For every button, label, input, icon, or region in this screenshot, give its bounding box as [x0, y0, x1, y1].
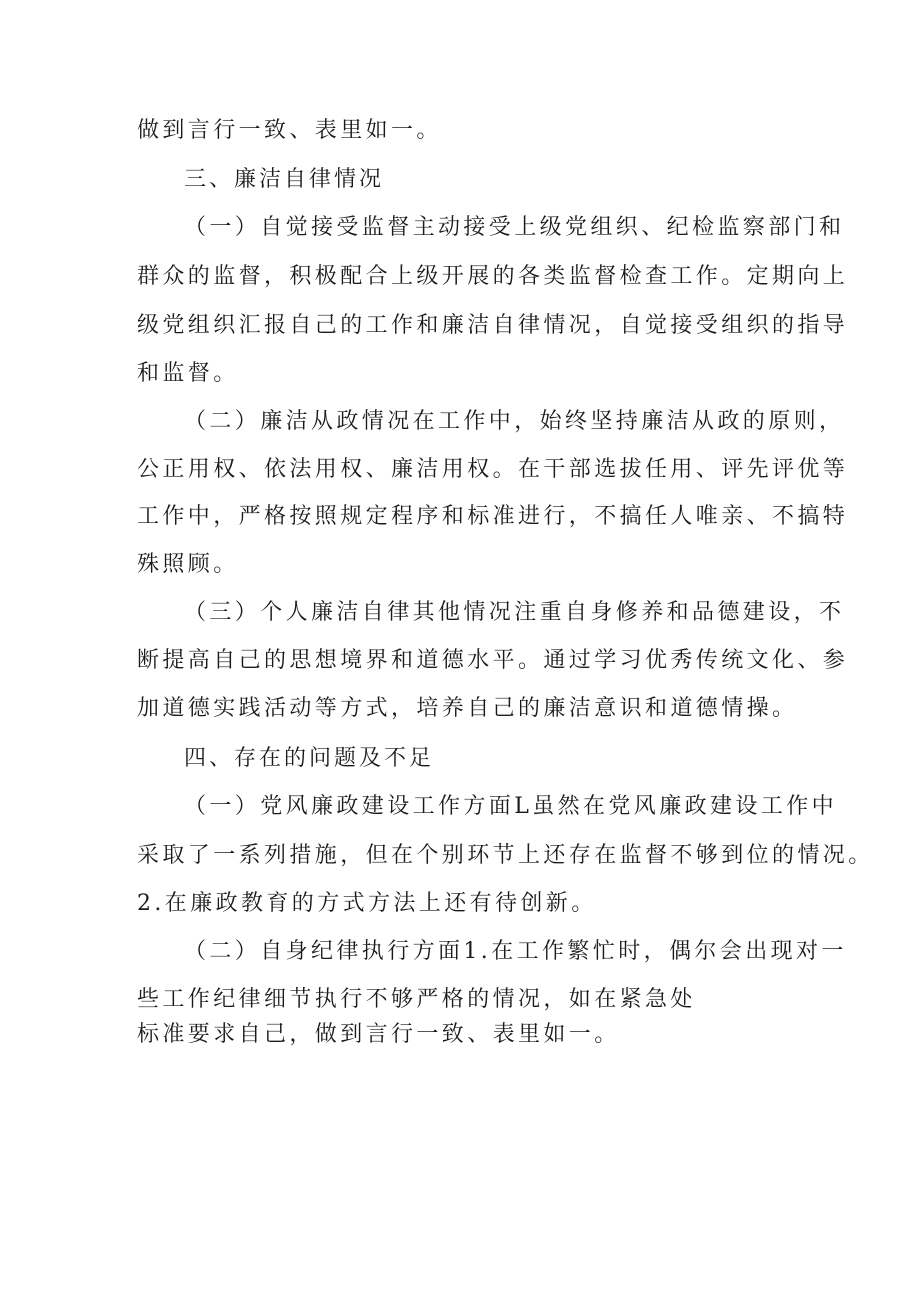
- paragraph-line: 公正用权、依法用权、廉洁用权。在干部选拔任用、评先评优等: [137, 457, 849, 482]
- paragraph-line: 加道德实践活动等方式，培养自己的廉洁意识和道德情操。: [137, 696, 798, 721]
- section-heading: 三、廉洁自律情况: [184, 167, 385, 192]
- paragraph-line: 群众的监督，积极配合上级开展的各类监督检查工作。定期向上: [137, 264, 849, 289]
- paragraph-line: 些工作纪律细节执行不够严格的情况，如在紧急处: [137, 987, 696, 1012]
- paragraph-line: 工作中，严格按照规定程序和标准进行，不搞任人唯亲、不搞特: [137, 504, 849, 529]
- paragraph-line: 采取了一系列措施，但在个别环节上还存在监督不够到位的情况。: [137, 843, 874, 868]
- paragraph-line: （一）自觉接受监督主动接受上级党组织、纪检监察部门和: [184, 215, 845, 240]
- text-line: 做到言行一致、表里如一。: [137, 118, 442, 143]
- paragraph-line: 2.在廉政教育的方式方法上还有待创新。: [137, 891, 597, 916]
- paragraph-line: （三）个人廉洁自律其他情况注重自身修养和品德建设，不: [184, 600, 845, 625]
- paragraph-line: （二）自身纪律执行方面1.在工作繁忙时，偶尔会出现对一: [184, 939, 847, 964]
- paragraph-line: （二）廉洁从政情况在工作中，始终坚持廉洁从政的原则，: [184, 409, 845, 434]
- paragraph-line: 断提高自己的思想境界和道德水平。通过学习优秀传统文化、参: [137, 648, 849, 673]
- paragraph-line: （一）党风廉政建设工作方面L虽然在党风廉政建设工作中: [184, 794, 838, 819]
- paragraph-line: 级党组织汇报自己的工作和廉洁自律情况，自觉接受组织的指导: [137, 313, 849, 338]
- paragraph-line: 和监督。: [137, 361, 239, 386]
- paragraph-line: 殊照顾。: [137, 552, 239, 577]
- paragraph-line: 标准要求自己，做到言行一致、表里如一。: [137, 1022, 620, 1047]
- section-heading: 四、存在的问题及不足: [184, 746, 435, 771]
